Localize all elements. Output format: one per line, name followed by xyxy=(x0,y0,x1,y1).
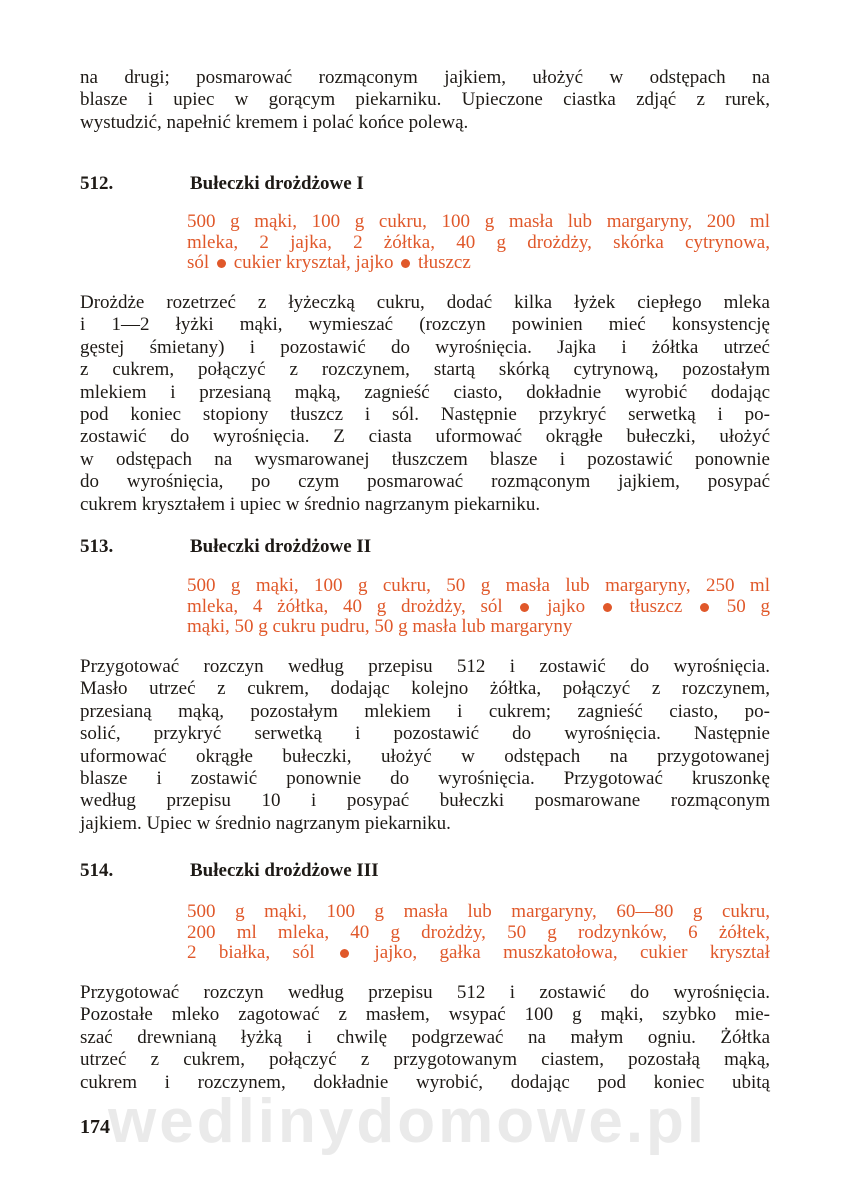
bullet-dot-icon xyxy=(401,259,410,268)
ingredient-line: mąki, 50 g cukru pudru, 50 g masła lub margaryny xyxy=(187,616,573,637)
text-line: Masło utrzeć z cukrem, dodając kolejno żółtka, połączyć z rozczynem, xyxy=(80,678,770,700)
text-line: pod koniec stopiony tłuszcz i sól. Następnie przykryć serwetką i po- xyxy=(80,404,770,426)
text-line: wystudzić, napełnić kremem i polać końce polewą. xyxy=(80,111,469,133)
recipe-title: Bułeczki drożdżowe I xyxy=(190,173,364,194)
text-line: zostawić do wyrośnięcia. Z ciasta uformować okrągłe bułeczki, ułożyć xyxy=(80,426,770,448)
text-line: utrzeć z cukrem, połączyć z przygotowanym ciastem, pozostałą mąką, xyxy=(80,1049,770,1071)
recipe-title: Bułeczki drożdżowe III xyxy=(190,860,379,881)
text-line: gęstej śmietany) i pozostawić do wyrośnięcia. Jajka i żółtka utrzeć xyxy=(80,336,770,358)
recipe-514-heading xyxy=(80,860,770,886)
recipe-514-instructions xyxy=(80,982,770,1094)
text-line: Przygotować rozczyn według przepisu 512 i zostawić do wyrośnięcia. xyxy=(80,656,770,677)
recipe-number: 513. xyxy=(80,536,114,557)
text-line: na drugi; posmarować rozmąconym jajkiem, ułożyć w odstępach na xyxy=(80,67,770,88)
ingredient-line: 500 g mąki, 100 g cukru, 100 g masła lub margaryny, 200 ml xyxy=(187,211,770,232)
recipe-513-heading xyxy=(80,536,770,562)
text-line: cukrem i rozczynem, dokładnie wyrobić, dodając pod koniec ubitą xyxy=(80,1071,770,1093)
ingredient-line: sól cukier kryształ, jajko tłuszcz xyxy=(187,252,471,273)
text-line: blasze i zostawić ponownie do wyrośnięcia. Przygotować kruszonkę xyxy=(80,768,770,790)
text-line: uformować okrągłe bułeczki, ułożyć w odstępach na przygotowanej xyxy=(80,745,770,767)
text-line: Drożdże rozetrzeć z łyżeczką cukru, dodać kilka łyżek ciepłego mleka xyxy=(80,292,770,313)
text-line: według przepisu 10 i posypać bułeczki posmarowane rozmąconym xyxy=(80,790,770,812)
intro-paragraph xyxy=(80,67,770,134)
text-line: cukrem kryształem i upiec w średnio nagrzanym piekarniku. xyxy=(80,493,541,515)
bullet-dot-icon xyxy=(520,603,529,612)
text-line: z cukrem, połączyć z rozczynem, startą skórką cytrynową, pozostałym xyxy=(80,359,770,381)
recipe-513-instructions xyxy=(80,656,770,835)
text-line: do wyrośnięcia, po czym posmarować rozmąconym jajkiem, posypać xyxy=(80,471,770,493)
ingredient-line: 200 ml mleka, 40 g drożdży, 50 g rodzynków, 6 żółtek, xyxy=(187,921,770,943)
text-line: jajkiem. Upiec w średnio nagrzanym piekarniku. xyxy=(80,812,451,834)
bullet-dot-icon xyxy=(603,603,612,612)
ingredient-line: 500 g mąki, 100 g cukru, 50 g masła lub margaryny, 250 ml xyxy=(187,575,770,596)
recipe-number: 514. xyxy=(80,860,114,881)
ingredient-line: mleka, 4 żółtka, 40 g drożdży, sól jajko tłuszcz 50 g xyxy=(187,595,771,617)
recipe-514-ingredients xyxy=(187,902,770,964)
bullet-dot-icon xyxy=(340,949,349,958)
recipe-number: 512. xyxy=(80,173,114,194)
recipe-513-ingredients xyxy=(187,576,770,638)
text-line: przesianą mąką, pozostałym mlekiem i cukrem; zagnieść ciasto, po- xyxy=(80,700,770,722)
text-line: mlekiem i przesianą mąką, zagnieść ciasto, dokładnie wyrobić dodając xyxy=(80,381,770,403)
text-line: i 1—2 łyżki mąki, wymieszać (rozczyn powinien mieć konsystencję xyxy=(80,314,770,336)
watermark: wedlinydomowe.pl xyxy=(108,1087,708,1156)
text-line: solić, przykryć serwetką i pozostawić do wyrośnięcia. Następnie xyxy=(80,723,770,745)
text-line: Pozostałe mleko zagotować z masłem, wsypać 100 g mąki, szybko mie- xyxy=(80,1004,770,1026)
text-line: w odstępach na wysmarowanej tłuszczem blasze i pozostawić ponownie xyxy=(80,448,770,470)
recipe-title: Bułeczki drożdżowe II xyxy=(190,536,372,557)
recipe-512-instructions xyxy=(80,292,770,516)
bullet-dot-icon xyxy=(700,603,709,612)
page-number: 174 xyxy=(80,1116,110,1138)
ingredient-line: 2 białka, sól jajko, gałka muszkatołowa, cukier kryształ xyxy=(187,942,770,963)
ingredient-line: mleka, 2 jajka, 2 żółtka, 40 g drożdży, skórka cytrynowa, xyxy=(187,231,770,253)
text-line: Przygotować rozczyn według przepisu 512 i zostawić do wyrośnięcia. xyxy=(80,982,770,1003)
ingredient-line: 500 g mąki, 100 g masła lub margaryny, 60—80 g cukru, xyxy=(187,901,770,922)
text-line: szać drewnianą łyżką i chwilę podgrzewać na małym ogniu. Żółtka xyxy=(80,1026,770,1048)
bullet-dot-icon xyxy=(217,259,226,268)
text-line: blasze i upiec w gorącym piekarniku. Upieczone ciastka zdjąć z rurek, xyxy=(80,89,770,111)
recipe-512-heading xyxy=(80,173,770,199)
recipe-512-ingredients xyxy=(187,212,770,274)
